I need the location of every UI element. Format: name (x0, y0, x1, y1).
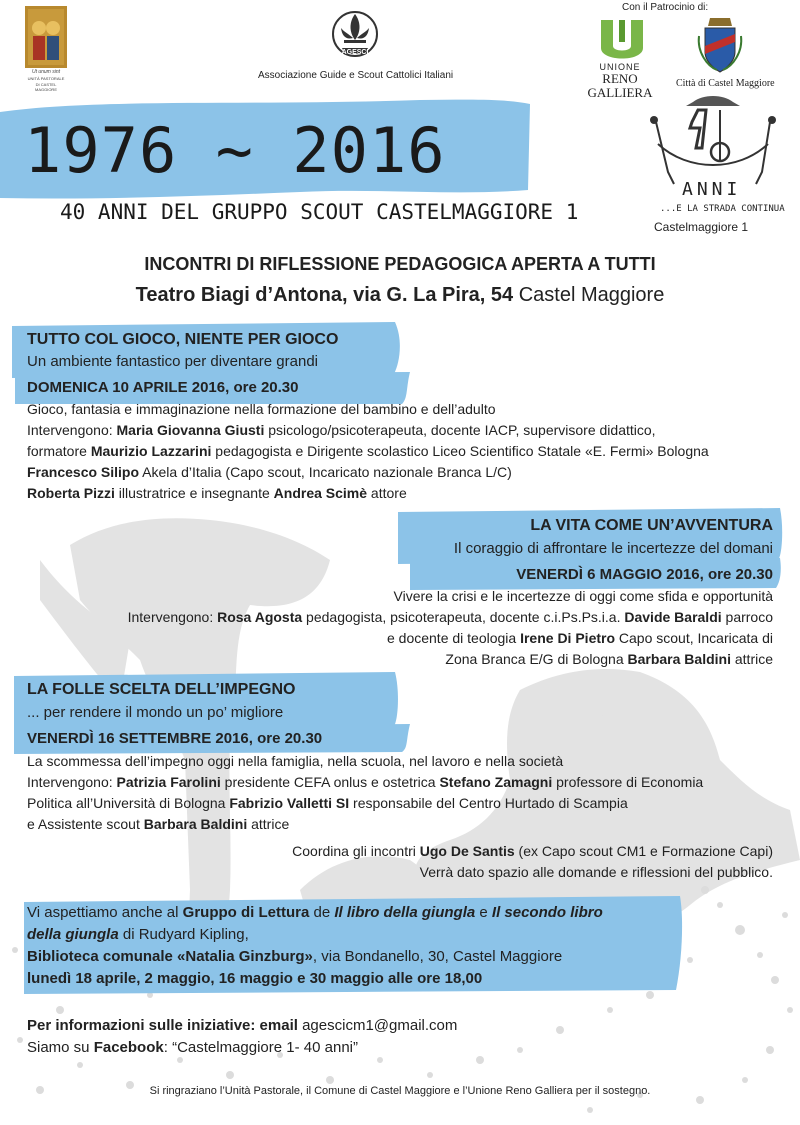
event2-line2: Intervengono: Rosa Agosta pedagogista, psicoterapeuta, docente c.i.Ps.Ps.i.a. Davide Baraldi parroco (127, 609, 773, 625)
info-line2: Siamo su Facebook: “Castelmaggiore 1- 40 anni” (27, 1039, 358, 1056)
event1-line4: Francesco Silipo Akela d’Italia (Capo scout, Incaricato nazionale Branca L/C) (27, 464, 512, 480)
thanks-note: Si ringraziano l’Unità Pastorale, il Comune di Castel Maggiore e l’Unione Reno Galliera per il sostegno. (149, 1085, 651, 1097)
intro-venue (0, 282, 800, 308)
info-email: agescicm1@gmail.com (297, 1017, 458, 1034)
event1-line2: Intervengono: Maria Giovanna Giusti psicologo/psicoterapeuta, docente IACP, supervisore didattico, (27, 422, 656, 438)
event1-line1: Gioco, fantasia e immaginazione nella formazione del bambino e dell’adulto (27, 401, 496, 417)
event3-subtitle: ... per rendere il mondo un po’ migliore (27, 704, 284, 721)
coordination-line1: Coordina gli incontri Ugo De Santis (ex Capo scout CM1 e Formazione Capi) (292, 843, 773, 859)
association-name: Associazione Guide e Scout Cattolici Italiani (258, 70, 454, 81)
venue-name: Teatro Biagi d’Antona, via G. La Pira, 54 (135, 284, 514, 306)
crest-icon (695, 16, 745, 74)
agesci-logo (330, 4, 380, 70)
banner-years: 1976 ~ 2016 (24, 114, 446, 187)
event2-line3: e docente di teologia Irene Di Pietro Capo scout, Incaricata di (386, 630, 773, 646)
icon-image (25, 6, 67, 68)
event2-date: VENERDÌ 6 MAGGIO 2016, ore 20.30 (516, 566, 773, 583)
event2-line1: Vivere la crisi e le incertezze di oggi come sfida e opportunità (393, 588, 773, 604)
forty-logo-line2: ...E LA STRADA CONTINUA (660, 204, 785, 214)
unione-line1: UNIONE (599, 62, 641, 72)
event1-subtitle: Un ambiente fantastico per diventare grandi (27, 353, 319, 370)
parish-caption-3: DI CASTEL MAGGIORE (34, 82, 57, 92)
unione-line2: RENO GALLIERA (587, 71, 653, 100)
reading-line3: Biblioteca comunale «Natalia Ginzburg», via Bondanello, 30, Castel Maggiore (27, 948, 563, 965)
event3-line3: Politica all’Università di Bologna Fabrizio Valletti SI responsabile del Centro Hurtado di Scampia (27, 795, 628, 811)
forty-years-logo (638, 92, 788, 242)
scout-hat-bicycle-icon (638, 92, 788, 192)
event2-line4: Zona Branca E/G di Bologna Barbara Baldini attrice (445, 651, 773, 667)
event3-date: VENERDÌ 16 SETTEMBRE 2016, ore 20.30 (27, 730, 323, 747)
info-line1: Per informazioni sulle iniziative: email agescicm1@gmail.com (27, 1017, 458, 1034)
agesci-wordmark: AGESCI (341, 49, 369, 56)
banner-subtitle: 40 ANNI DEL GRUPPO SCOUT CASTELMAGGIORE 1 (60, 200, 579, 224)
city-crest (695, 16, 745, 76)
event1-title: TUTTO COL GIOCO, NIENTE PER GIOCO (27, 331, 339, 348)
forty-logo-line1: ANNI (682, 179, 742, 200)
parish-caption-1: Ut unum sint (31, 69, 61, 75)
event2-subtitle: Il coraggio di affrontare le incertezze del domani (453, 540, 773, 557)
venue-city: Castel Maggiore (513, 284, 665, 306)
event1-line5: Roberta Pizzi illustratrice e insegnante Andrea Scimè attore (27, 485, 407, 501)
event3-line1: La scommessa dell’impegno oggi nella famiglia, nella scuola, nel lavoro e nella società (27, 753, 564, 769)
city-name: Città di Castel Maggiore (676, 78, 775, 89)
intro-heading: INCONTRI DI RIFLESSIONE PEDAGOGICA APERTA A TUTTI (144, 254, 656, 274)
unione-u-icon (597, 18, 647, 60)
patronage-label: Con il Patrocinio di: (622, 2, 709, 13)
event1-date: DOMENICA 10 APRILE 2016, ore 20.30 (27, 379, 299, 396)
event2-title: LA VITA COME UN’AVVENTURA (530, 517, 773, 534)
event1-line3: formatore Maurizio Lazzarini pedagogista e Dirigente scolastico Liceo Scientifico Statale «E. Fermi» Bologna (27, 443, 709, 459)
reading-line2: della giungla di Rudyard Kipling, (27, 926, 249, 943)
reading-line1: Vi aspettiamo anche al Gruppo di Lettura de Il libro della giungla e Il secondo libro (27, 904, 603, 921)
forty-logo-line3: Castelmaggiore 1 (654, 220, 749, 234)
fleur-de-lis-icon (330, 4, 380, 70)
parish-logo (25, 6, 67, 98)
parish-caption-2: UNITÀ PASTORALE (27, 76, 65, 81)
coordination-line2: Verrà dato spazio alle domande e riflessioni del pubblico. (419, 864, 773, 880)
event3-title: LA FOLLE SCELTA DELL’IMPEGNO (27, 681, 296, 698)
unione-logo (585, 18, 655, 100)
event3-line2: Intervengono: Patrizia Farolini presidente CEFA onlus e ostetrica Stefano Zamagni professore di Economia (27, 774, 704, 790)
event3-line4: e Assistente scout Barbara Baldini attrice (27, 816, 290, 832)
reading-dates: lunedì 18 aprile, 2 maggio, 16 maggio e 30 maggio alle ore 18,00 (27, 970, 483, 987)
